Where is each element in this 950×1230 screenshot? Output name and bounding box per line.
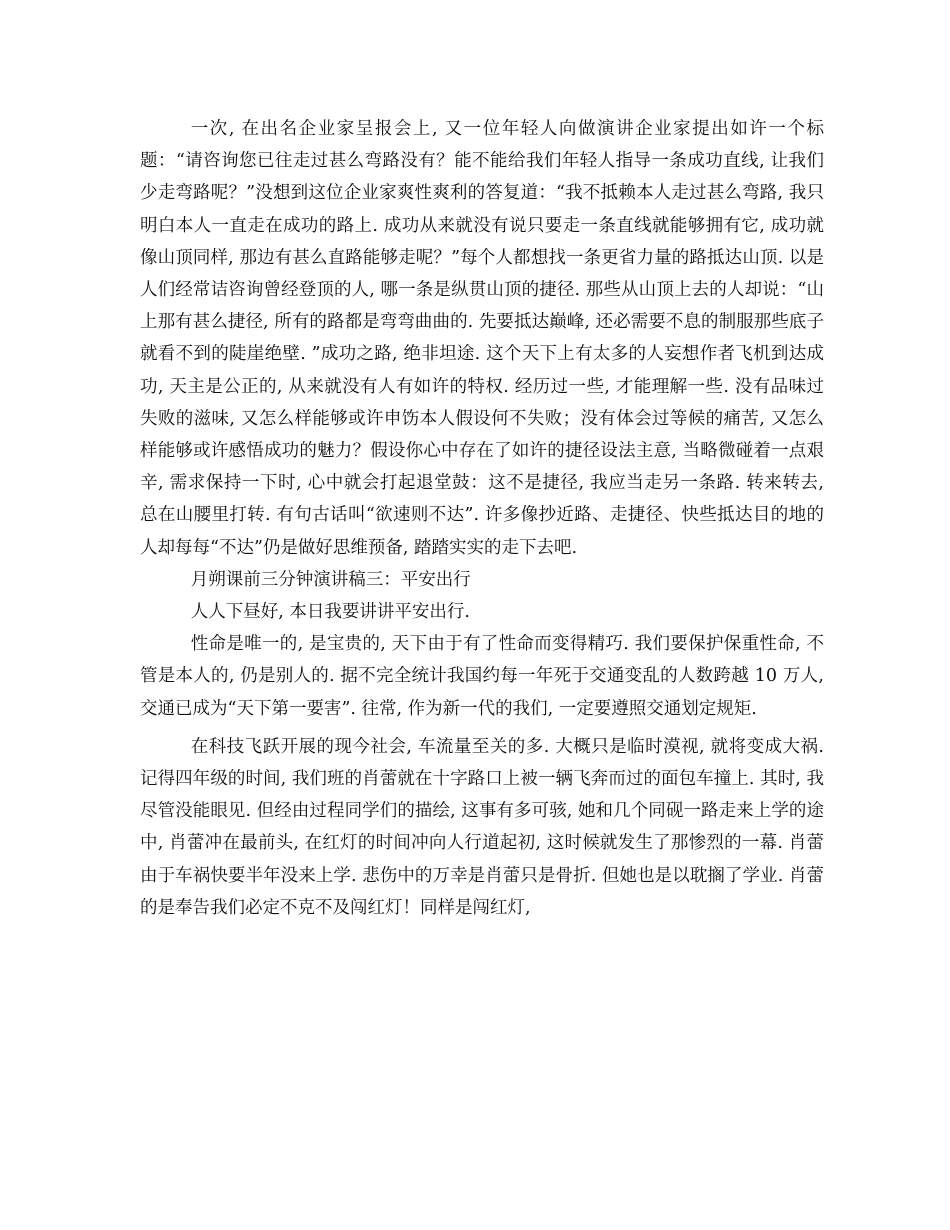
paragraph-life: 性命是唯一的, 是宝贵的, 天下由于有了性命而变得精巧. 我们要保护保重性命, 不管是本人的, 仍是别人的. 据不完全统计我国约每一年死于交通变乱的人数跨越 10 万人, 交通已成为“天下第一要害”. 往常, 作为新一代的我们, 一定要遵照交通划定规矩. [140, 634, 824, 719]
speech-heading: 月朔课前三分钟演讲稿三：平安出行 [190, 569, 471, 590]
paragraph-traffic: 在科技飞跃开展的现今社会, 车流量至关的多. 大概只是临时漠视, 就将变成大祸. 记得四年级的时间, 我们班的肖蕾就在十字路口上被一辆飞奔而过的面包车撞上. 其时, 我尽管没能眼见. 但经由过程同学们的描绘, 这事有多可骇, 她和几个同砚一路走来上学的途中, 肖蕾冲在最前头, 在红灯的时间冲向人行道起初, 这时候就发生了那惨烈的一幕. 肖蕾由于车祸快要半年没来上学. 悲伤中的万幸是肖蕾只是骨折. 但她也是以耽搁了学业. 肖蕾的是奉告我们必定不克不及闯红灯！同样是闯红灯, [140, 736, 824, 918]
paragraph-shortcut: 一次, 在出名企业家呈报会上, 又一位年轻人向做演讲企业家提出如许一个标题：“请咨询您已往走过甚么弯路没有？能不能给我们年轻人指导一条成功直线, 让我们少走弯路呢？”没想到这位企业家爽性爽利的答复道：“我不抵赖本人走过甚么弯路, 我只明白本人一直走在成功的路上. 成功从来就没有说只要走一条直线就能够拥有它, 成功就像山顶同样, 那边有甚么直路能够走呢？”每个人都想找一条更省力量的路抵达山顶. 以是人们经常诘咨询曾经登顶的人, 哪一条是纵贯山顶的捷径. 那些从山顶上去的人却说：“山上那有甚么捷径, 所有的路都是弯弯曲曲的. 先要抵达巅峰, 还必需要不息的制服那些底子就看不到的陡崖绝壁. ”成功之路, 绝非坦途. 这个天下上有太多的人妄想作者飞机到达成功, 天主是公正的, 从来就没有人有如许的特权. 经历过一些, 才能理解一些. 没有品味过失败的滋味, 又怎么样能够或许申饬本人假设何不失败；没有体会过等候的痛苦, 又怎么样能够或许感悟成功的魅力？假设你心中存在了如许的捷径设法主意, 当略微碰着一点艰辛, 需求保持一下时, 心中就会打起退堂鼓：这不是捷径, 我应当走另一条路. 转来转去, 总在山腰里打转. 有句古话叫“欲速则不达”. 许多像抄近路、走捷径、快些抵达目的地的人却每每“不达”仍是做好思维预备, 踏踏实实的走下去吧. [140, 119, 824, 558]
speech-greeting: 人人下昼好, 本日我要讲讲平安出行. [190, 602, 470, 623]
document-page [140, 113, 824, 924]
